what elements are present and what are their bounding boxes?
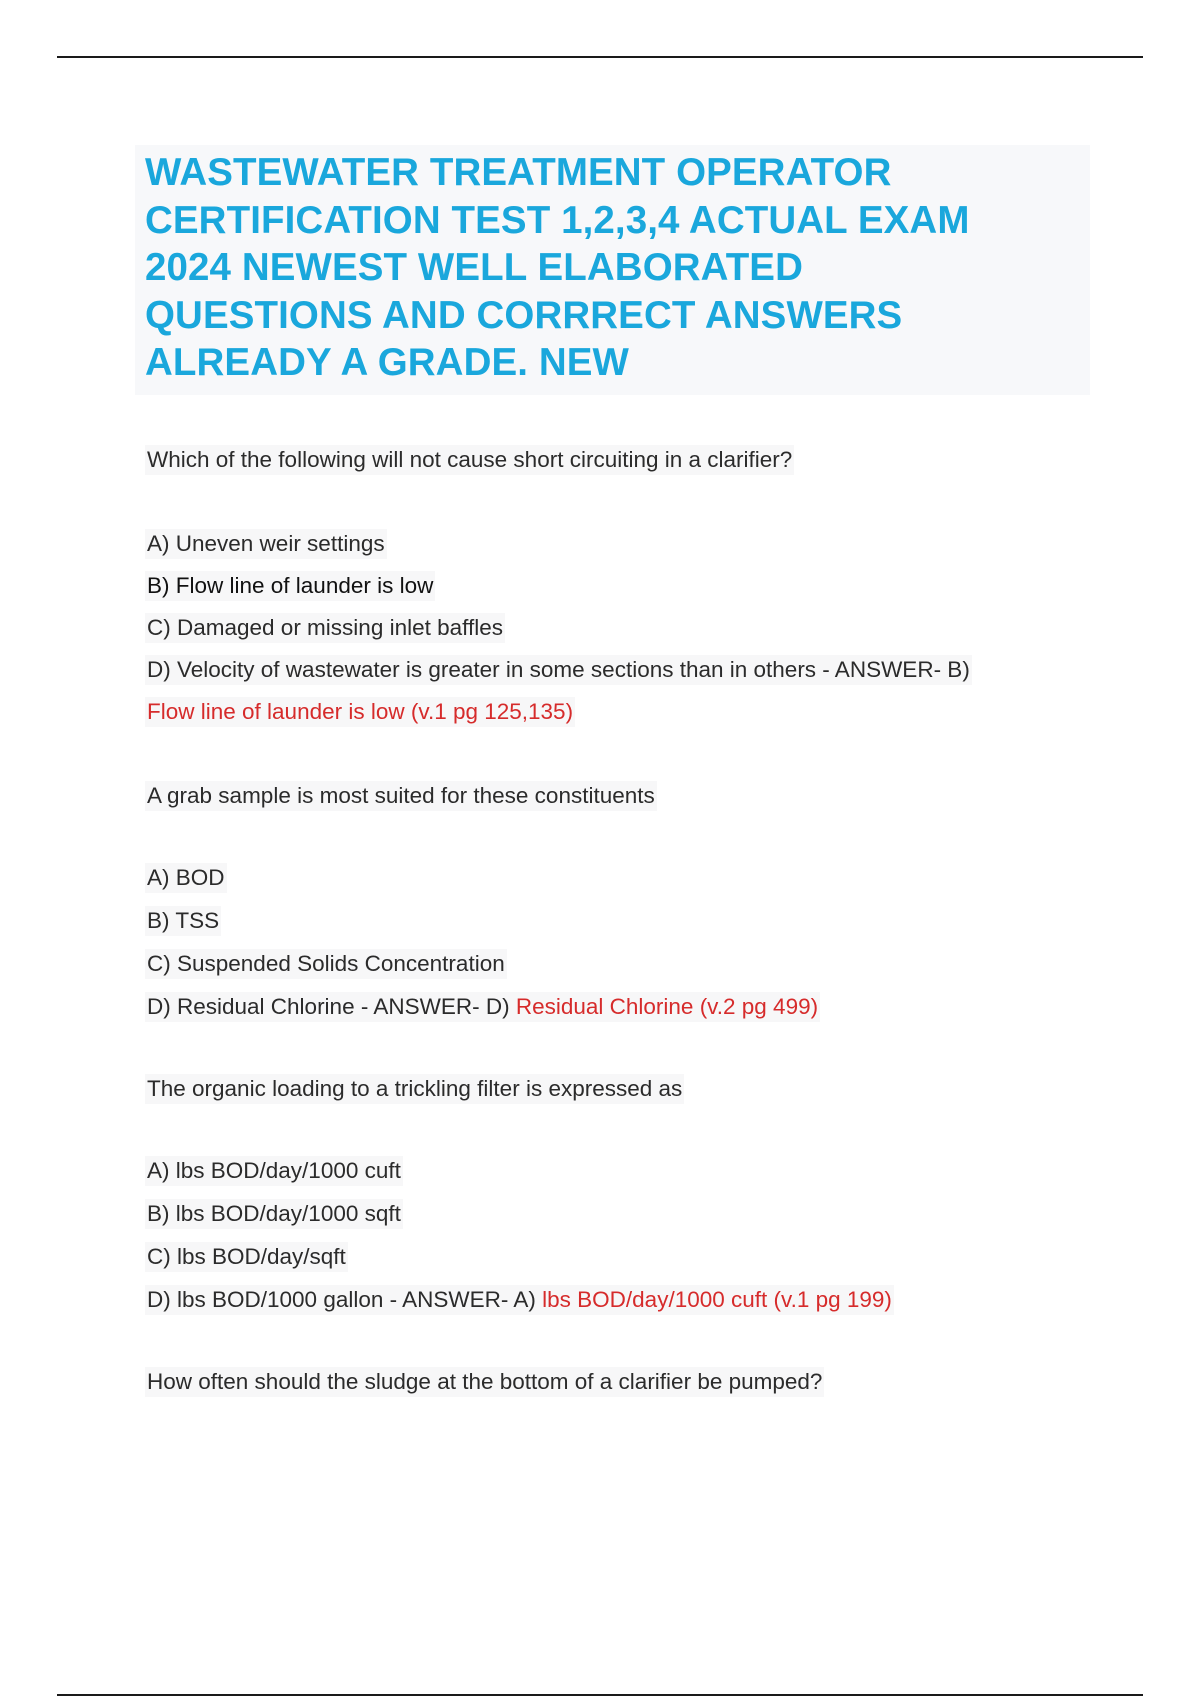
option-d-with-answer — [145, 992, 820, 1022]
question-text: Which of the following will not cause short circuiting in a clarifier? — [145, 445, 794, 475]
option-d: D) Residual Chlorine - ANSWER- D) — [147, 994, 516, 1019]
option-a: A) Uneven weir settings — [145, 529, 387, 559]
option-c: C) Damaged or missing inlet baffles — [145, 613, 505, 643]
option-c: C) lbs BOD/day/sqft — [145, 1242, 348, 1272]
option-b: B) lbs BOD/day/1000 sqft — [145, 1199, 403, 1229]
question-text: A grab sample is most suited for these constituents — [145, 781, 657, 811]
option-b: B) TSS — [145, 906, 221, 936]
title-block — [135, 145, 1090, 395]
question-text: The organic loading to a trickling filter is expressed as — [145, 1074, 684, 1104]
top-rule — [57, 56, 1143, 58]
option-d: D) Velocity of wastewater is greater in some sections than in others - ANSWER- B) — [145, 655, 972, 685]
document-title: WASTEWATER TREATMENT OPERATOR CERTIFICATION TEST 1,2,3,4 ACTUAL EXAM 2024 NEWEST WELL ELABORATED QUESTIONS AND CORRRECT ANSWERS ALREADY A GRADE. NEW — [145, 151, 970, 384]
option-a: A) lbs BOD/day/1000 cuft — [145, 1156, 403, 1186]
answer-text: Flow line of launder is low (v.1 pg 125,135) — [145, 697, 575, 727]
answer-text: lbs BOD/day/1000 cuft (v.1 pg 199) — [542, 1287, 892, 1312]
option-b: B) Flow line of launder is low — [145, 571, 435, 601]
option-a: A) BOD — [145, 863, 227, 893]
answer-text: Residual Chlorine (v.2 pg 499) — [515, 994, 819, 1019]
option-d-with-answer — [145, 1285, 894, 1315]
bottom-rule — [57, 1694, 1143, 1696]
option-c: C) Suspended Solids Concentration — [145, 949, 507, 979]
option-d: D) lbs BOD/1000 gallon - ANSWER- A) — [147, 1287, 543, 1312]
question-text: How often should the sludge at the bottom of a clarifier be pumped? — [145, 1367, 824, 1397]
